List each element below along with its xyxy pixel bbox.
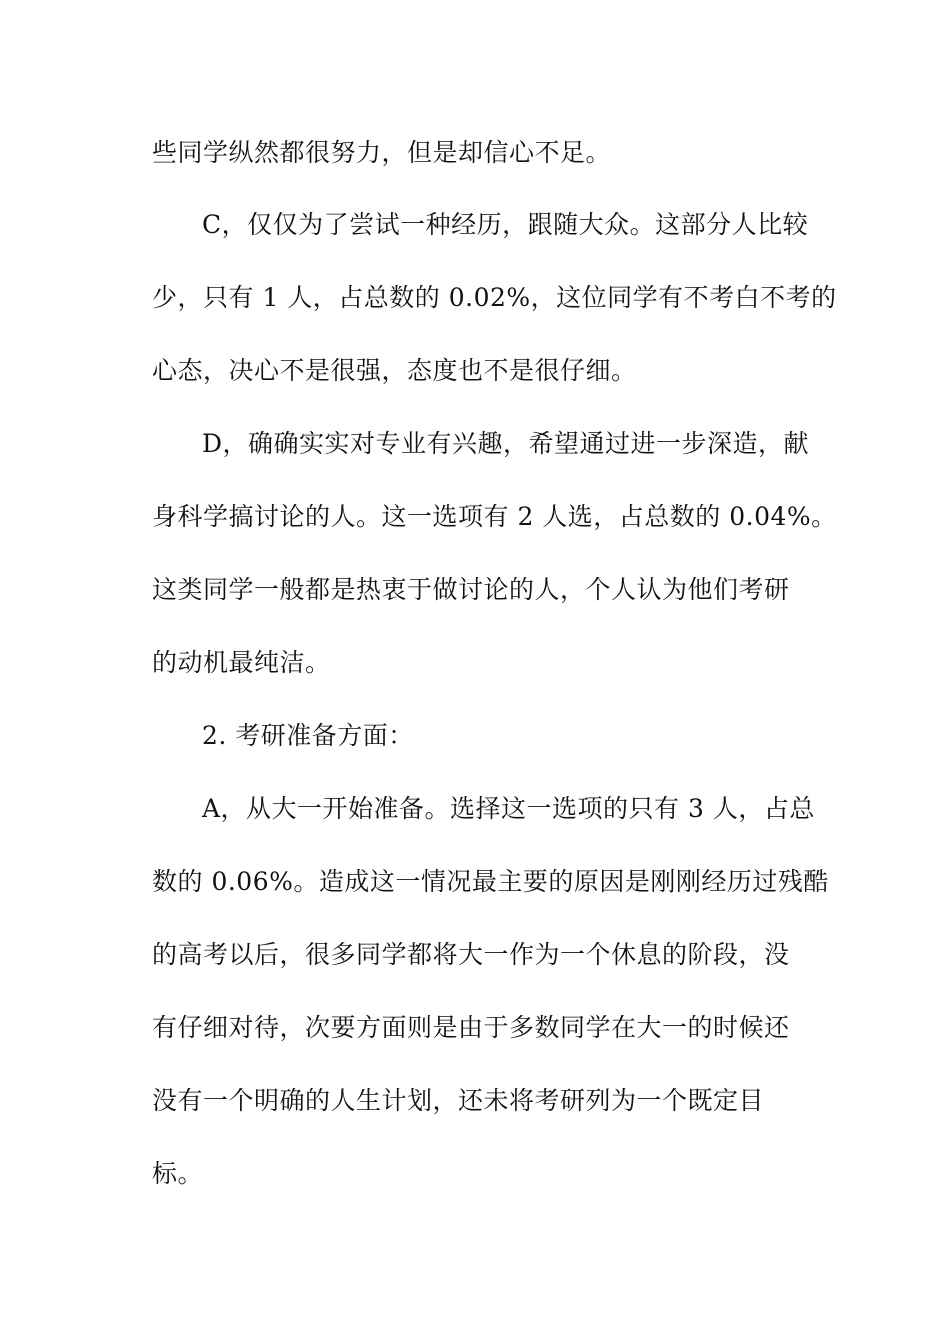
text-line-1: 些同学纵然都很努力，但是却信心不足。: [152, 138, 612, 167]
text-line-7: 这类同学一般都是热衷于做讨论的人，个人认为他们考研: [152, 575, 790, 604]
text-line-11: 数的 0.06%。造成这一情况最主要的原因是刚刚经历过残酷: [152, 867, 829, 896]
section-heading: 2. 考研准备方面：: [202, 721, 414, 750]
text-line-2: C，仅仅为了尝试一种经历，跟随大众。这部分人比较: [202, 210, 809, 239]
text-line-3: 少，只有 1 人，占总数的 0.02%，这位同学有不考白不考的: [152, 283, 837, 312]
text-line-6: 身科学搞讨论的人。这一选项有 2 人选，占总数的 0.04%。: [152, 502, 837, 531]
text-line-12: 的高考以后，很多同学都将大一作为一个休息的阶段，没: [152, 940, 790, 969]
text-line-10: A，从大一开始准备。选择这一选项的只有 3 人，占总: [202, 794, 815, 823]
text-line-4: 心态，决心不是很强，态度也不是很仔细。: [152, 356, 637, 385]
text-line-5: D，确确实实对专业有兴趣，希望通过进一步深造，献: [202, 429, 810, 458]
text-line-13: 有仔细对待，次要方面则是由于多数同学在大一的时候还: [152, 1013, 790, 1042]
text-line-14: 没有一个明确的人生计划，还未将考研列为一个既定目: [152, 1086, 765, 1115]
text-line-8: 的动机最纯洁。: [152, 648, 331, 677]
text-line-15: 标。: [152, 1159, 204, 1188]
